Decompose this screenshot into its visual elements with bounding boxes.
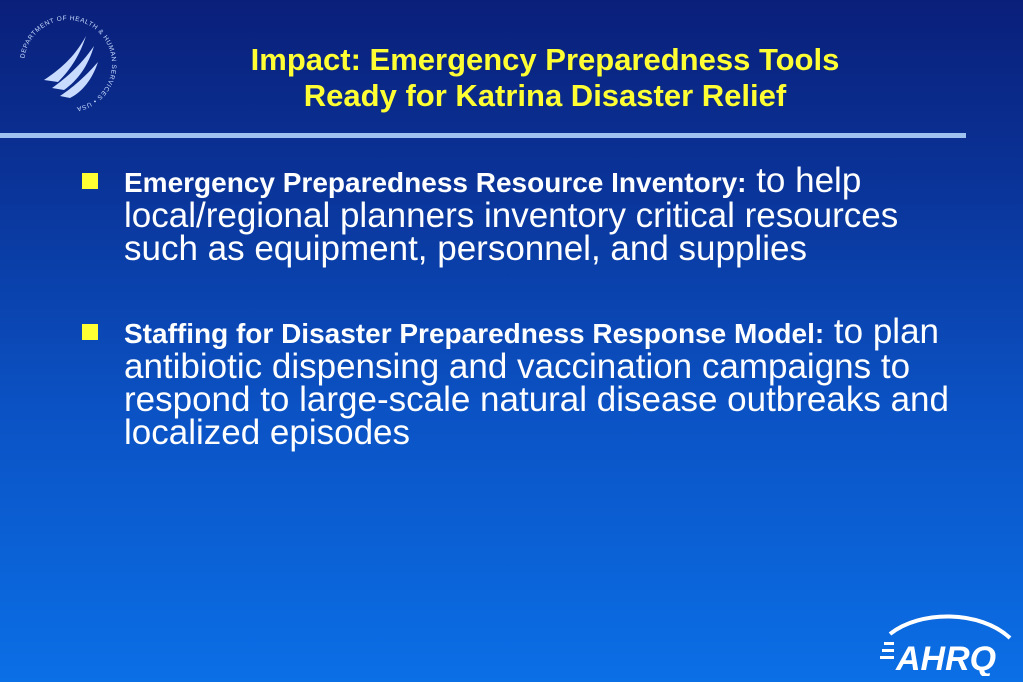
title-divider [0,133,966,138]
square-bullet-icon [82,173,98,189]
bullet-body: to help local/regional planners inventory critical resources such as equipment, personnel, and supplies [124,161,899,268]
title-line-1: Impact: Emergency Preparedness Tools [250,42,840,77]
svg-text:AHRQ: AHRQ [896,640,997,676]
bullet-text [124,312,962,452]
bullet-body: to plan antibiotic dispensing and vaccination campaigns to respond to large-scale natural disease outbreaks and localized episodes [124,312,949,452]
bullet-lead: Staffing for Disaster Preparedness Response Model: [124,318,825,349]
svg-text:DEPARTMENT OF HEALTH & HUMAN S: DEPARTMENT OF HEALTH & HUMAN SERVICES • USA [19,14,118,113]
bullet-lead: Emergency Preparedness Resource Inventory: [124,167,747,198]
ahrq-logo [880,612,1015,676]
bullet-text [124,161,962,268]
hhs-seal-logo [14,10,122,118]
bullet-item [82,312,962,452]
bullet-list [82,161,962,499]
bullet-item [82,161,962,268]
title-line-2: Ready for Katrina Disaster Relief [303,78,787,113]
slide-title [120,42,970,114]
square-bullet-icon [82,324,98,340]
